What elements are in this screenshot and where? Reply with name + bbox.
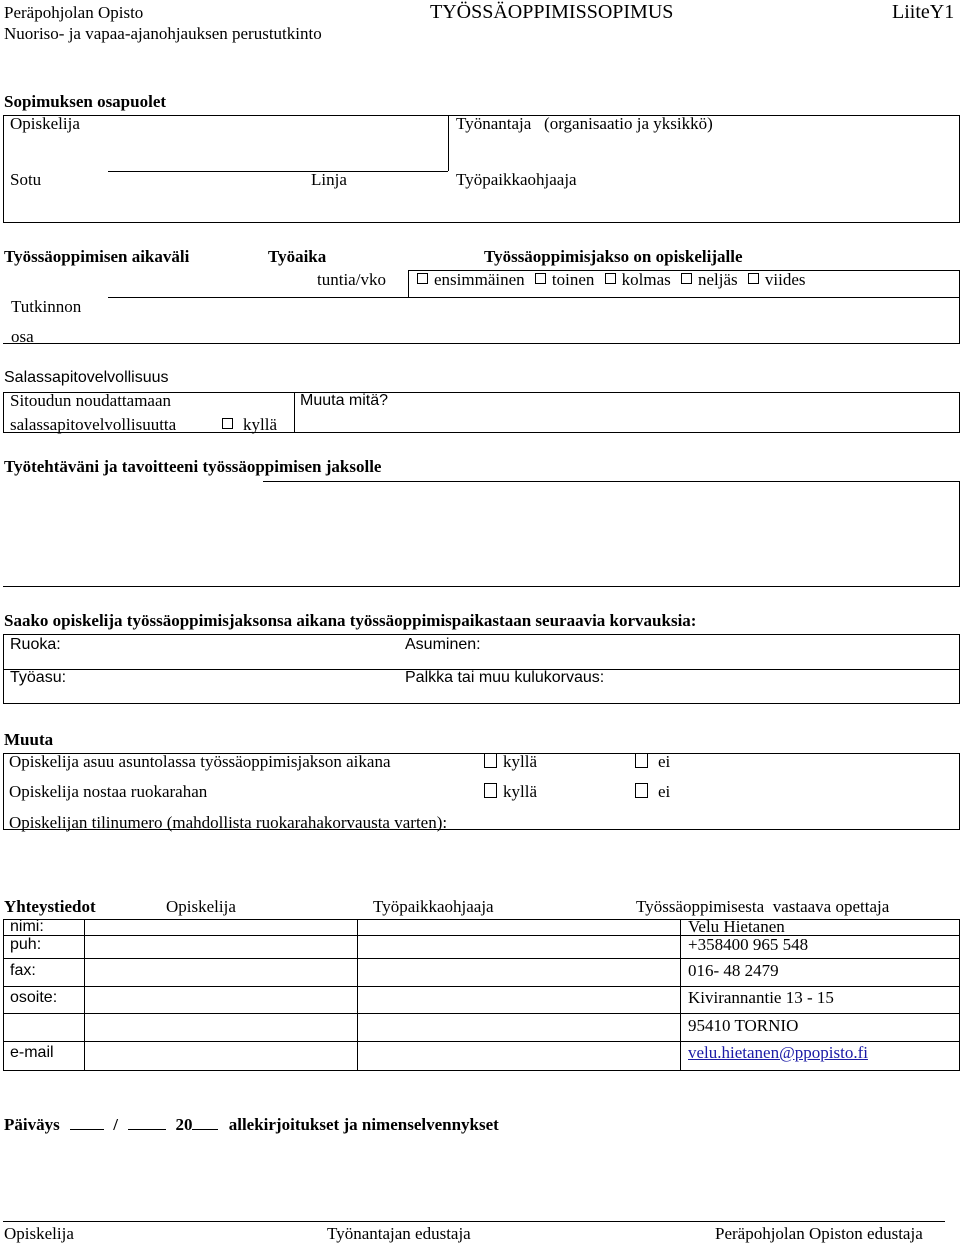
- checkbox-third[interactable]: [605, 273, 616, 284]
- contacts-heading: Yhteystiedot: [4, 897, 96, 916]
- parties-heading: Sopimuksen osapuolet: [4, 92, 167, 111]
- employer-text: Työnantaja: [456, 114, 532, 133]
- housing-yes-label: kyllä: [503, 752, 537, 771]
- parties-divider: [448, 115, 449, 171]
- date-slash: /: [113, 1115, 118, 1134]
- housing-question: Opiskelija asuu asuntolassa työssäoppimisjakson aikana: [9, 752, 391, 771]
- confidentiality-heading: Salassapitovelvollisuus: [4, 369, 169, 386]
- email-link[interactable]: velu.hietanen@ppopisto.fi: [688, 1043, 868, 1062]
- period-topline: [108, 297, 960, 298]
- teacher-phone[interactable]: +358400 965 548: [688, 935, 809, 954]
- sign-label: allekirjoitukset ja nimenselvennykset: [228, 1115, 499, 1134]
- row-label-phone: puh:: [10, 936, 42, 953]
- commit-line-1: Sitoudun noudattamaan: [10, 391, 172, 410]
- degree-name: Nuoriso- ja vapaa-ajanohjauksen perustutkinto: [4, 24, 322, 43]
- document-title: TYÖSSÄOPPIMISSOPIMUS: [430, 1, 674, 23]
- teacher-email-link[interactable]: [688, 1043, 868, 1063]
- contacts-col-divider-2: [357, 919, 358, 1071]
- checkbox-meal-yes[interactable]: [484, 783, 497, 798]
- day-blank[interactable]: [70, 1129, 104, 1130]
- hours-unit: tuntia/vko: [317, 270, 386, 289]
- col-teacher: Työssäoppimisesta vastaava opettaja: [636, 897, 890, 916]
- other-what-label[interactable]: Muuta mitä?: [300, 392, 389, 409]
- hours-divider: [408, 270, 409, 297]
- option-first: ensimmäinen: [434, 270, 525, 289]
- checkbox-confidentiality[interactable]: [222, 418, 233, 429]
- org-name: Peräpohjolan Opisto: [4, 3, 144, 22]
- period-options: [417, 270, 806, 290]
- month-blank[interactable]: [128, 1129, 166, 1130]
- col-supervisor: Työpaikkaohjaaja: [373, 897, 494, 916]
- degree-part-label-2: osa: [11, 327, 34, 346]
- teacher-fax[interactable]: 016- 48 2479: [688, 961, 779, 980]
- period-heading: Työssäoppimisjakso on opiskelijalle: [484, 247, 743, 266]
- confidentiality-yes[interactable]: [222, 415, 277, 435]
- checkbox-fifth[interactable]: [748, 273, 759, 284]
- teacher-address-2[interactable]: 95410 TORNIO: [688, 1016, 799, 1035]
- meal-yes-label: kyllä: [503, 782, 537, 801]
- employer-note: (organisaatio ja yksikkö): [544, 114, 713, 133]
- tasks-topline: [263, 481, 960, 482]
- sign-employer-rep: Työnantajan edustaja: [327, 1224, 471, 1243]
- tasks-heading: Työtehtäväni ja tavoitteeni työssäoppimisen jaksolle: [4, 457, 382, 476]
- checkbox-second[interactable]: [535, 273, 546, 284]
- housing-no[interactable]: [635, 752, 670, 772]
- compensation-heading: Saako opiskelija työssäoppimisjaksonsa aikana työssäoppimispaikastaan seuraavia korvauksia:: [4, 611, 697, 630]
- row-label-address: osoite:: [10, 989, 58, 1006]
- account-label[interactable]: Opiskelijan tilinumero (mahdollista ruokarahakorvausta varten):: [9, 813, 448, 832]
- food-label[interactable]: Ruoka:: [10, 636, 61, 653]
- worktime-heading: Työaika: [268, 247, 327, 266]
- confidentiality-divider: [294, 392, 295, 433]
- meal-question: Opiskelija nostaa ruokarahan: [9, 782, 208, 801]
- option-fourth: neljäs: [698, 270, 738, 289]
- contacts-rowline-5: [3, 1041, 960, 1042]
- housing-label[interactable]: Asuminen:: [405, 636, 481, 653]
- checkbox-meal-no[interactable]: [635, 783, 648, 798]
- contacts-col-divider-1: [84, 919, 85, 1071]
- housing-yes[interactable]: [484, 752, 537, 772]
- row-label-fax: fax:: [10, 962, 36, 979]
- signature-line[interactable]: [3, 1221, 945, 1222]
- interval-heading: Työssäoppimisen aikaväli: [4, 247, 190, 266]
- linja-label[interactable]: Linja: [311, 170, 347, 189]
- year-prefix: 20: [175, 1115, 193, 1134]
- meal-yes[interactable]: [484, 782, 537, 802]
- confidentiality-yes-label: kyllä: [243, 415, 277, 434]
- student-label[interactable]: Opiskelija: [10, 114, 80, 133]
- contacts-rowline-3: [3, 986, 960, 987]
- col-student: Opiskelija: [166, 897, 236, 916]
- option-third: kolmas: [621, 270, 671, 289]
- supervisor-label[interactable]: Työpaikkaohjaaja: [456, 170, 577, 189]
- clothing-label[interactable]: Työasu:: [10, 669, 67, 686]
- employer-label[interactable]: [456, 114, 713, 134]
- tasks-box[interactable]: [3, 481, 960, 587]
- contacts-rowline-1: [3, 935, 960, 936]
- salary-label[interactable]: Palkka tai muu kulukorvaus:: [405, 669, 605, 686]
- row-label-name: nimi:: [10, 918, 44, 935]
- meal-no-label: ei: [658, 782, 671, 801]
- sign-student: Opiskelija: [4, 1224, 74, 1243]
- date-line: [4, 1115, 499, 1135]
- row-label-email: e-mail: [10, 1044, 54, 1061]
- sign-school-rep: Peräpohjolan Opiston edustaja: [715, 1224, 923, 1243]
- contacts-col-divider-3: [680, 919, 681, 1071]
- commit-line-2: salassapitovelvollisuutta: [10, 415, 177, 434]
- degree-part-label-1: Tutkinnon: [11, 297, 82, 316]
- parties-rowline: [108, 171, 448, 172]
- teacher-address-1[interactable]: Kivirannantie 13 - 15: [688, 988, 834, 1007]
- housing-no-label: ei: [658, 752, 671, 771]
- contacts-rowline-4: [3, 1013, 960, 1014]
- teacher-name[interactable]: Velu Hietanen: [688, 917, 785, 936]
- sotu-label[interactable]: Sotu: [10, 170, 42, 189]
- contacts-rowline-2: [3, 958, 960, 959]
- checkbox-housing-yes[interactable]: [484, 753, 497, 768]
- year-blank[interactable]: [192, 1129, 218, 1130]
- date-label: Päiväys: [4, 1115, 60, 1134]
- checkbox-fourth[interactable]: [681, 273, 692, 284]
- checkbox-first[interactable]: [417, 273, 428, 284]
- checkbox-housing-no[interactable]: [635, 753, 648, 768]
- appendix-label: LiiteY1: [892, 1, 955, 23]
- meal-no[interactable]: [635, 782, 670, 802]
- option-second: toinen: [551, 270, 595, 289]
- option-fifth: viides: [764, 270, 806, 289]
- other-heading: Muuta: [4, 730, 54, 749]
